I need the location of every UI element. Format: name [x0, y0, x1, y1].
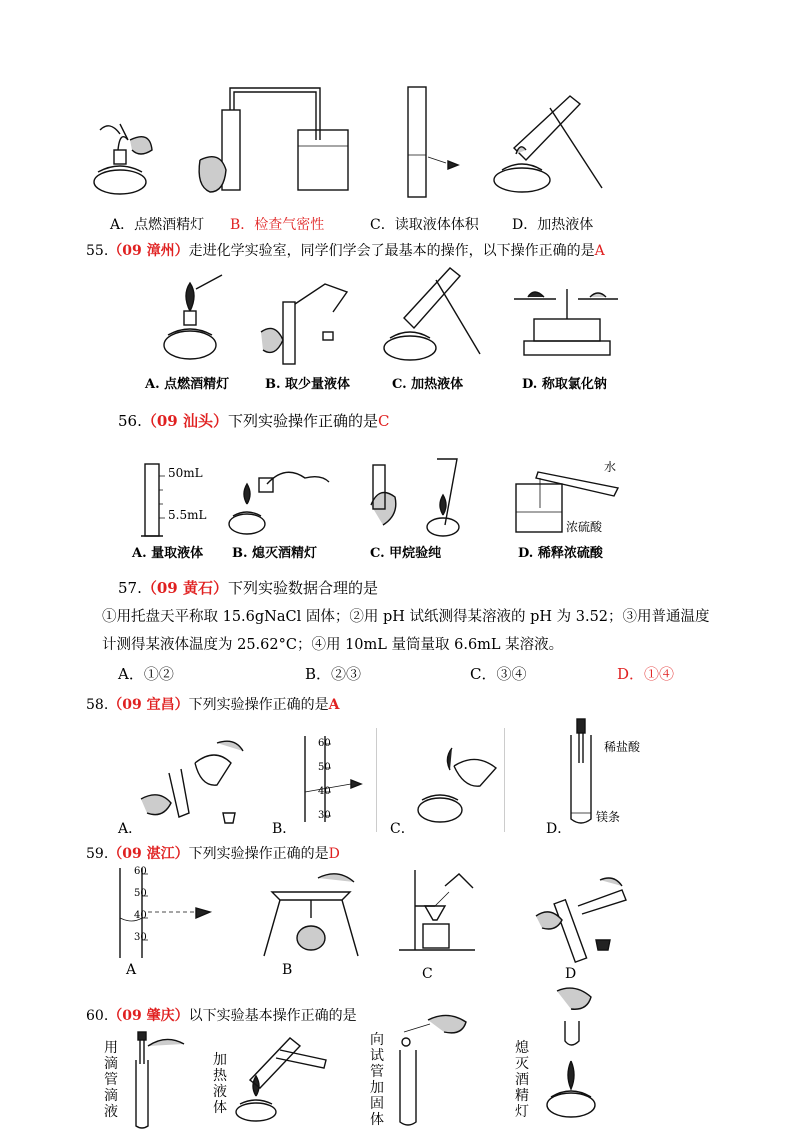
q55-question [86, 240, 605, 260]
q60-label-a: 用滴管滴液 [104, 1040, 118, 1120]
q57-line2: 计测得某液体温度为 25.62°C；④用 10mL 量筒量取 6.6mL 某溶液。 [102, 637, 564, 653]
q55-figure-c-heat-liquid [380, 262, 490, 367]
q58-answer: A [328, 697, 340, 713]
q60-figure-b-heat-liquid [230, 1030, 340, 1125]
q54-figure-a-alcohol-lamp [80, 110, 170, 200]
q60-label-c: 向试管加固体 [370, 1032, 384, 1128]
q56-caption-d: D. 稀释浓硫酸 [518, 546, 603, 561]
q58-label-mg: 镁条 [596, 810, 621, 824]
q56-label-water: 水 [604, 460, 617, 474]
q56-tag: （09 汕头） [141, 412, 228, 430]
q60-figure-a-dropper [122, 1030, 192, 1130]
q57-tag: （09 黄石） [141, 579, 228, 597]
q54-option-d: D．加热液体 [512, 217, 594, 233]
q60-label-d: 熄灭酒精灯 [515, 1040, 529, 1120]
q55-tag: （09 漳州） [108, 243, 189, 259]
q54-option-b: B．检查气密性 [230, 217, 325, 233]
q57-number: 57. [118, 579, 142, 597]
q59-figure-c-filtration [395, 866, 505, 956]
q59-figure-d-add-solid [530, 870, 640, 965]
q58-label-acid: 稀盐酸 [604, 740, 641, 754]
q58-question [86, 694, 340, 714]
q56-number: 56. [118, 412, 142, 430]
q57-option-c: C．③④ [470, 665, 527, 683]
q57-line1: ①用托盘天平称取 15.6gNaCl 固体；②用 pH 试纸测得某溶液的 pH 为 3.52；③用普通温度 [102, 609, 710, 625]
q60-tag: （09 肇庆） [108, 1008, 189, 1024]
q56-caption-a: A. 量取液体 [132, 546, 204, 561]
q56-caption-c: C. 甲烷验纯 [370, 546, 442, 561]
q55-number: 55. [86, 243, 109, 259]
q59-letter-b: B [282, 962, 293, 978]
q59-tick-60: 60 [134, 866, 147, 877]
q58-letter-a: A． [118, 821, 143, 837]
q59-text: 下列实验操作正确的是 [188, 846, 329, 862]
q59-question [86, 843, 340, 863]
q60-question [86, 1005, 357, 1025]
q58-figure-a-pour-liquid [135, 733, 255, 828]
q55-caption-b: B. 取少量液体 [265, 377, 351, 392]
q60-label-b: 加热液体 [213, 1052, 227, 1116]
q56-question [118, 410, 389, 431]
q58-tick-30: 30 [318, 810, 331, 821]
q58-figure-b-read-scale [295, 732, 375, 827]
q56-label-acid: 浓硫酸 [566, 520, 603, 534]
q56-answer: C [377, 412, 390, 430]
q58-divider-2 [504, 728, 505, 832]
q55-answer: A [594, 243, 605, 259]
q55-text: 走进化学实验室，同学们学会了最基本的操作，以下操作正确的是 [188, 243, 595, 259]
q56-figure-b-extinguish-lamp [225, 460, 345, 540]
q55-figure-d-weigh-salt [510, 285, 620, 360]
q57-option-b: B．②③ [305, 665, 362, 683]
q55-figure-b-take-liquid [255, 262, 365, 367]
q57-option-a: A．①② [118, 665, 174, 683]
q58-tag: （09 宜昌） [108, 697, 189, 713]
q58-tick-50: 50 [318, 762, 331, 773]
q59-tick-30: 30 [134, 932, 147, 943]
q59-number: 59. [86, 846, 109, 862]
q59-tick-50: 50 [134, 888, 147, 899]
q56-text: 下列实验操作正确的是 [227, 412, 378, 430]
q58-tick-40: 40 [318, 786, 331, 797]
q60-figure-d-extinguish-lamp [535, 985, 625, 1125]
q54-option-a: A．点燃酒精灯 [110, 217, 205, 233]
q59-figure-a-read-scale [112, 866, 222, 961]
q58-letter-d: D． [546, 821, 572, 837]
q59-letter-c: C [422, 966, 433, 982]
q60-figure-c-add-solid [388, 1010, 478, 1130]
q59-tag: （09 湛江） [108, 846, 189, 862]
q56-figure-c-methane-test [365, 455, 475, 540]
q59-letter-d: D [565, 966, 577, 982]
q58-divider-1 [376, 728, 377, 832]
q54-figure-d-heat-liquid [490, 88, 610, 200]
q58-letter-b: B． [272, 821, 297, 837]
q60-text: 以下实验基本操作正确的是 [188, 1008, 357, 1024]
q55-caption-a: A. 点燃酒精灯 [145, 377, 230, 392]
q57-question [118, 577, 378, 598]
q56-label-50ml: 50mL [168, 466, 203, 480]
q59-letter-a: A [126, 962, 137, 978]
q60-number: 60. [86, 1008, 109, 1024]
q58-figure-c-lamp-to-lamp [410, 740, 510, 828]
q58-number: 58. [86, 697, 109, 713]
q59-tick-40: 40 [134, 910, 147, 921]
q58-letter-c: C． [390, 821, 415, 837]
q58-text: 下列实验操作正确的是 [188, 697, 329, 713]
q56-caption-b: B. 熄灭酒精灯 [232, 546, 318, 561]
q59-figure-b-tripod-dish [258, 868, 368, 958]
q55-caption-d: D. 称取氯化钠 [522, 377, 607, 392]
q54-option-c: C．读取液体体积 [370, 217, 479, 233]
q58-tick-60: 60 [318, 738, 331, 749]
q57-option-d: D．①④ [617, 665, 675, 683]
q56-label-55ml: 5.5mL [168, 508, 207, 522]
q54-figure-b-airtight-check [190, 80, 360, 200]
q57-text: 下列实验数据合理的是 [227, 579, 378, 597]
q54-figure-c-read-volume [400, 85, 470, 200]
q55-figure-a-light-lamp [150, 265, 240, 365]
q59-answer: D [328, 846, 340, 862]
q55-caption-c: C. 加热液体 [392, 377, 464, 392]
